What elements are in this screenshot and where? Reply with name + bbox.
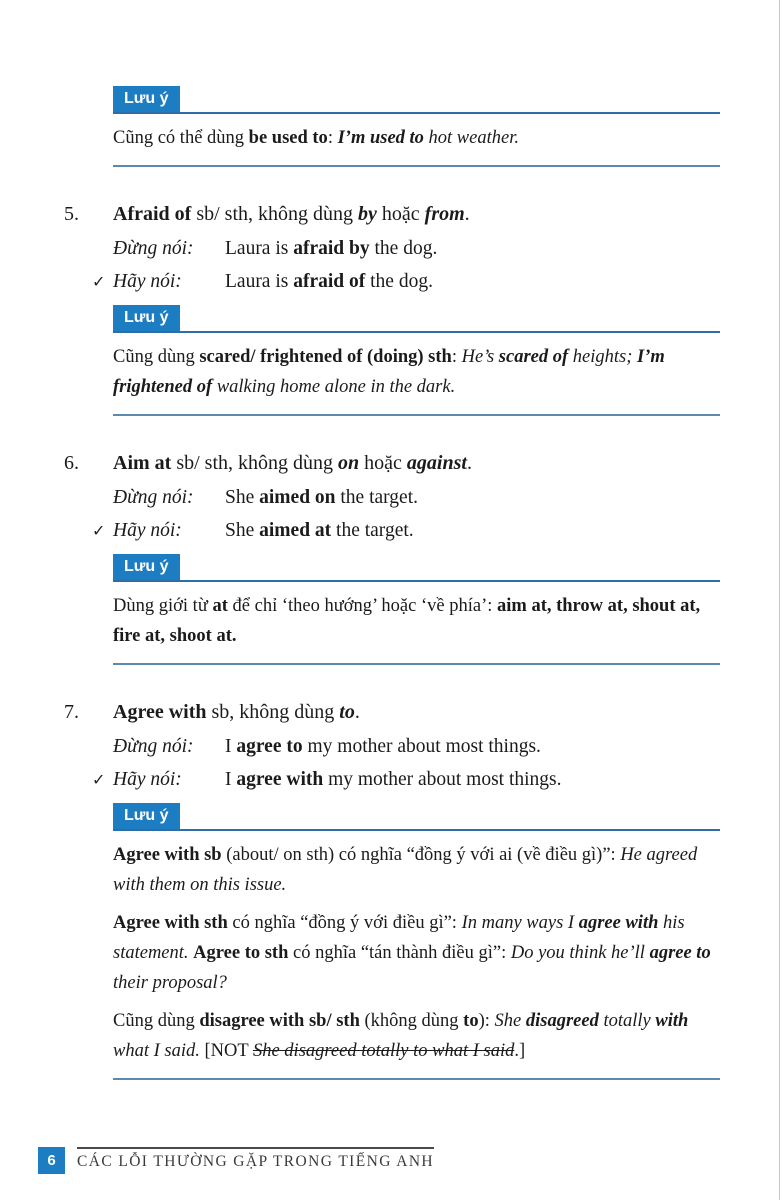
dont-label: Đừng nói: (113, 736, 194, 757)
item-6 (64, 447, 720, 665)
item-number: 5. (64, 203, 79, 225)
do-text: I agree with my mother about most things. (225, 769, 562, 790)
check-icon: ✓ (92, 772, 106, 789)
example-dont-row (113, 730, 720, 763)
do-label: Hãy nói: (113, 520, 182, 541)
book-title: CÁC LỖI THƯỜNG GẶP TRONG TIẾNG ANH (77, 1147, 434, 1171)
do-text: Laura is afraid of the dog. (225, 271, 433, 292)
page-footer (38, 1147, 434, 1174)
item-title: Afraid of sb/ sth, không dùng by hoặc from. (113, 203, 470, 225)
item-title: Agree with sb, không dùng to. (113, 701, 360, 723)
check-icon: ✓ (92, 274, 106, 291)
dont-label: Đừng nói: (113, 238, 194, 259)
item-title-row (64, 198, 720, 231)
note-paragraph: Cũng dùng disagree with sb/ sth (không dùng to): She disagreed totally with what I said. [NOT She disagreed totally to what I said.] (113, 1011, 689, 1061)
dont-label: Đừng nói: (113, 487, 194, 508)
note-badge: Lưu ý (113, 554, 180, 580)
note-block (113, 554, 720, 665)
dont-text: I agree to my mother about most things. (225, 736, 541, 757)
example-do-row (92, 514, 720, 547)
scan-artifact-line (779, 0, 780, 1200)
note-body (113, 582, 720, 665)
item-5 (64, 198, 720, 416)
do-label: Hãy nói: (113, 271, 182, 292)
note-paragraph: Cũng có thể dùng be used to: I’m used to hot weather. (113, 128, 519, 148)
check-icon: ✓ (92, 523, 106, 540)
note-block (113, 803, 720, 1080)
note-block (113, 305, 720, 416)
note-badge: Lưu ý (113, 305, 180, 331)
note-header (113, 803, 720, 831)
item-title-row (64, 696, 720, 729)
page-number-badge: 6 (38, 1147, 65, 1174)
example-dont-row (113, 481, 720, 514)
note-badge: Lưu ý (113, 86, 180, 112)
note-paragraph: Dùng giới từ at để chỉ ‘theo hướng’ hoặc ‘về phía’: aim at, throw at, shout at, fire at, shoot at. (113, 596, 701, 646)
note-block-top (113, 86, 720, 167)
note-paragraph: Cũng dùng scared/ frightened of (doing) sth: He’s scared of heights; I’m frightened of walking home alone in the dark. (113, 347, 665, 397)
do-text: She aimed at the target. (225, 520, 414, 541)
example-do-row (92, 763, 720, 796)
item-7 (64, 696, 720, 1080)
content-column (64, 86, 720, 1080)
item-number: 7. (64, 701, 79, 723)
item-number: 6. (64, 452, 79, 474)
note-paragraph: Agree with sth có nghĩa “đồng ý với điều gì”: In many ways I agree with his statement. Agree to sth có nghĩa “tán thành điều gì”: Do you think he’ll agree to their proposal? (113, 913, 711, 993)
note-body (113, 114, 720, 167)
dont-text: She aimed on the target. (225, 487, 419, 508)
example-do-row (92, 265, 720, 298)
note-body (113, 333, 720, 416)
do-label: Hãy nói: (113, 769, 182, 790)
item-title: Aim at sb/ sth, không dùng on hoặc against. (113, 452, 472, 474)
note-header (113, 554, 720, 582)
note-header (113, 305, 720, 333)
dont-text: Laura is afraid by the dog. (225, 238, 438, 259)
note-paragraph: Agree with sb (about/ on sth) có nghĩa “đồng ý với ai (về điều gì)”: He agreed with them on this issue. (113, 845, 698, 895)
note-body (113, 831, 720, 1080)
note-header (113, 86, 720, 114)
example-dont-row (113, 232, 720, 265)
note-badge: Lưu ý (113, 803, 180, 829)
item-title-row (64, 447, 720, 480)
